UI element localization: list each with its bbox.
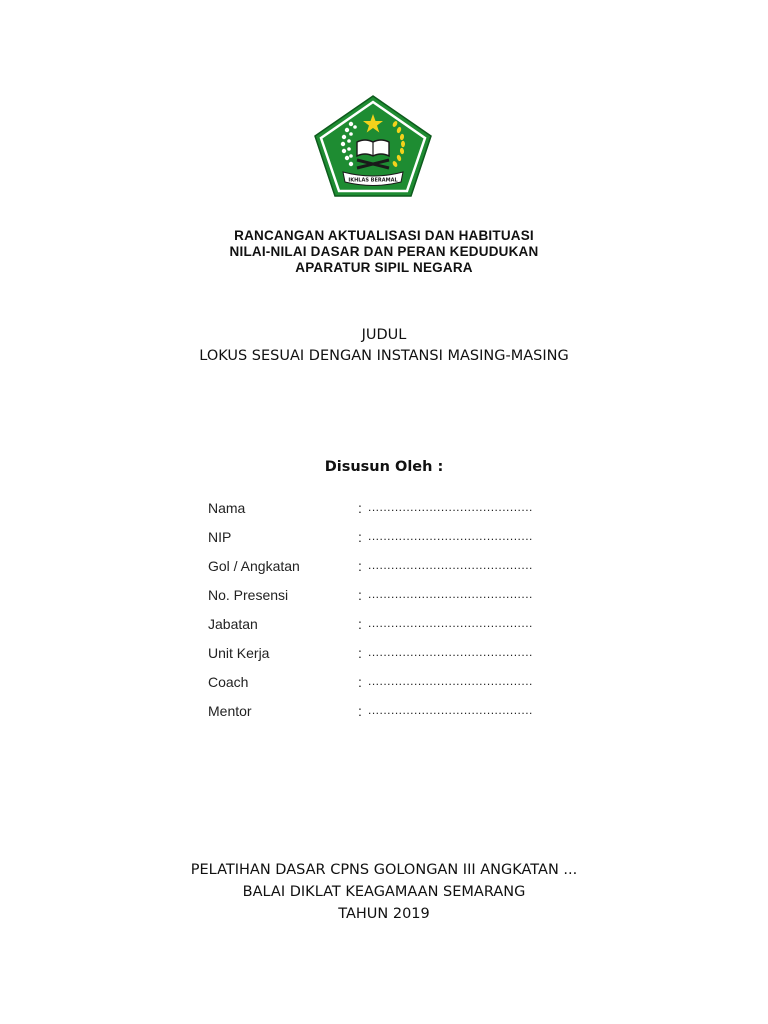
- field-separator: :: [358, 674, 362, 690]
- field-separator: :: [358, 529, 362, 545]
- field-label: Nama: [208, 500, 246, 516]
- field-separator: :: [358, 616, 362, 632]
- footer-line-tahun: TAHUN 2019: [338, 906, 430, 922]
- field-separator: :: [358, 558, 362, 574]
- field-value: ...........................................: [368, 529, 533, 543]
- field-label: No. Presensi: [208, 587, 289, 603]
- field-label: NIP: [208, 529, 232, 545]
- field-label: Jabatan: [208, 616, 258, 632]
- kemenag-emblem-icon: [313, 94, 433, 198]
- footer-line-pelatihan: PELATIHAN DASAR CPNS GOLONGAN III ANGKATAN ...: [190, 862, 578, 878]
- kemenag-logo: [313, 94, 433, 198]
- field-value: ...........................................: [368, 558, 533, 572]
- field-row-nama: [208, 500, 568, 529]
- field-row-no-presensi: [208, 587, 568, 616]
- title-line: NILAI-NILAI DASAR DAN PERAN KEDUDUKAN: [229, 244, 539, 259]
- field-row-unit-kerja: [208, 645, 568, 674]
- field-label: Unit Kerja: [208, 645, 270, 661]
- document-title: [0, 228, 768, 276]
- field-separator: :: [358, 645, 362, 661]
- field-row-gol-angkatan: [208, 558, 568, 587]
- institution-footer: [0, 859, 768, 925]
- field-label: Gol / Angkatan: [208, 558, 300, 574]
- field-label: Mentor: [208, 703, 252, 719]
- field-separator: :: [358, 587, 362, 603]
- field-value: ...........................................: [368, 587, 533, 601]
- footer-line-balai: BALAI DIKLAT KEAGAMAAN SEMARANG: [242, 884, 526, 900]
- field-value: ...........................................: [368, 703, 533, 717]
- field-label: Coach: [208, 674, 249, 690]
- lokus-line: LOKUS SESUAI DENGAN INSTANSI MASING-MASING: [199, 348, 569, 364]
- field-separator: :: [358, 500, 362, 516]
- field-separator: :: [358, 703, 362, 719]
- judul-heading: JUDUL: [361, 327, 407, 343]
- field-row-nip: [208, 529, 568, 558]
- title-line: APARATUR SIPIL NEGARA: [295, 260, 473, 275]
- title-line: RANCANGAN AKTUALISASI DAN HABITUASI: [234, 228, 534, 243]
- author-fields: [208, 500, 568, 732]
- field-row-jabatan: [208, 616, 568, 645]
- field-value: ...........................................: [368, 645, 533, 659]
- field-value: ...........................................: [368, 616, 533, 630]
- field-row-coach: [208, 674, 568, 703]
- disusun-oleh-label: Disusun Oleh :: [324, 459, 444, 475]
- logo-motto: IKHLAS BERAMAL: [348, 177, 398, 184]
- judul-section: [0, 325, 768, 367]
- field-row-mentor: [208, 703, 568, 732]
- field-value: ...........................................: [368, 500, 533, 514]
- field-value: ...........................................: [368, 674, 533, 688]
